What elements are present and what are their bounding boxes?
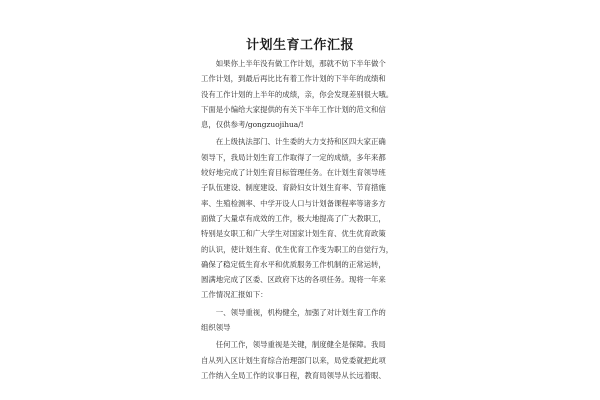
text-line: 率、生殖检测率、中学开设人口与计划备课程率等诸多方 bbox=[201, 198, 386, 208]
text-line: 下面是小编给大家提供的有关下半年工作计划的范文和信 bbox=[201, 104, 386, 114]
text-line: 工作计划，到最后再比比有着工作计划的下半年的成绩和 bbox=[201, 74, 386, 84]
text-line: 特别是女职工和广大学生对国家计划生育、优生优育政策 bbox=[201, 229, 386, 239]
text-line: 圆满地完成了区委、区政府下达的各项任务。现将一年来 bbox=[201, 275, 386, 285]
document-body bbox=[201, 56, 413, 383]
text-line: 任何工作，领导重视是关键，制度健全是保障。我局 bbox=[201, 340, 386, 350]
text-line: 自从列入区计划生育综合治理部门以来，局党委就把此项 bbox=[201, 355, 386, 365]
text-line: 在上级执法部门、计生委的大力支持和区四大家正确 bbox=[201, 137, 386, 147]
text-line: 息，仅供参考/gongzuojihua/! bbox=[201, 120, 304, 130]
text-line: 较好地完成了计划生育目标管理任务。在计划生育领导班 bbox=[201, 168, 386, 178]
text-line: 没有工作计划的上半年的成绩，亲，你会发现差别很大哦。 bbox=[201, 89, 394, 99]
text-line: 面做了大量卓有成效的工作，极大地提高了广大教职工， bbox=[201, 213, 386, 223]
text-line: 如果你上半年没有做工作计划，那就不妨下半年做个 bbox=[201, 59, 386, 68]
text-line: 子队伍建设、制度建设、育龄妇女计划生育率、节育措施 bbox=[201, 183, 386, 193]
document-title: 计划生育工作汇报 bbox=[245, 38, 354, 53]
text-line: 领导下，我局计划生育工作取得了一定的成绩，多年来都 bbox=[201, 152, 386, 162]
text-line: 组织领导 bbox=[201, 323, 231, 333]
text-line: 一、领导重视，机构健全，加强了对计划生育工作的 bbox=[201, 307, 386, 317]
text-line: 确保了稳定低生育水平和优质服务工作机制的正常运转， bbox=[201, 259, 386, 269]
text-line: 工作纳入全局工作的议事日程，教育局领导从长远着眼、 bbox=[201, 370, 386, 380]
text-line: 工作情况汇报如下： bbox=[201, 290, 268, 300]
text-line: 的认识，使计划生育、优生优育工作变为职工的自觉行为， bbox=[201, 244, 394, 254]
